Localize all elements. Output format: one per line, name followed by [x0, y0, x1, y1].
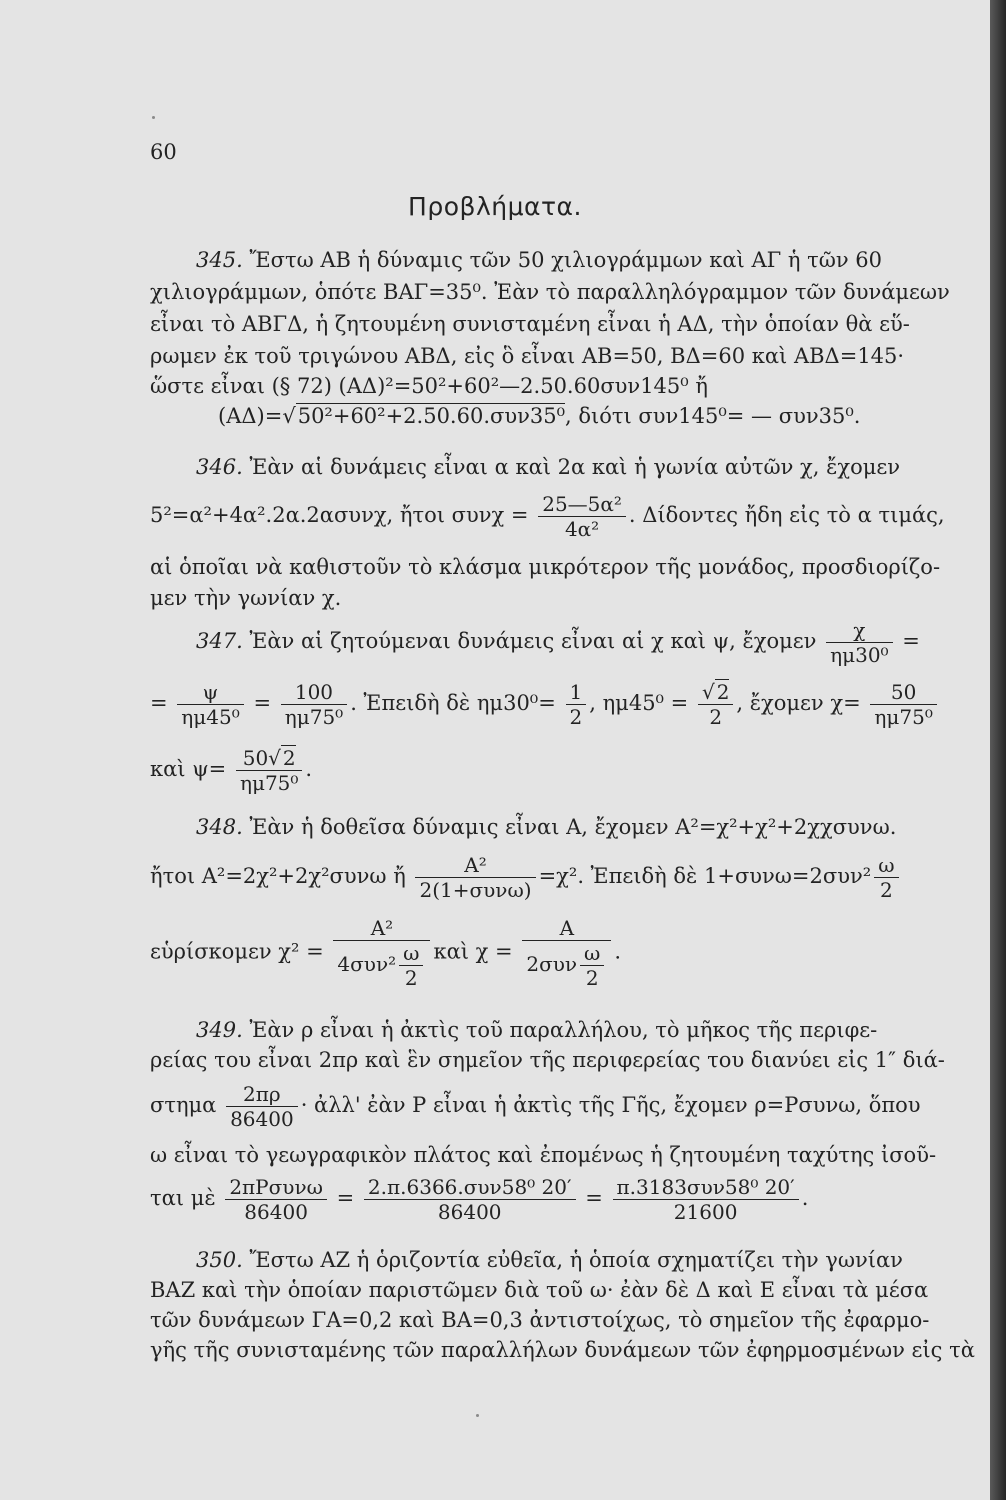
numerator: 25—5α²	[542, 492, 622, 516]
paper-speck	[152, 116, 155, 119]
text-line: ρείας του εἶναι 2πρ καὶ ἓν σημεῖον τῆς περιφερείας του διανύει εἰς 1″ διά-	[150, 1048, 945, 1072]
text-line: αἱ ὁποῖαι νὰ καθιστοῦν τὸ κλάσμα μικρότερον τῆς μονάδος, προσδιορίζο-	[150, 555, 941, 579]
paper-speck	[476, 1414, 479, 1417]
sqrt-expression: 2	[282, 746, 296, 770]
text-line: γῆς τῆς συνισταμένης τῶν παραλλήλων δυνάμεων τῶν ἐφηρμοσμένων εἰς τὰ	[150, 1338, 975, 1362]
problem-number: 345.	[196, 248, 243, 272]
equation-line	[150, 682, 940, 727]
numerator: 1	[569, 680, 583, 704]
text: .	[614, 939, 622, 964]
text: Ἐὰν ἡ δοθεῖσα δύναμις εἶναι Α, ἔχομεν Α²=χ²+χ²+2χχσυνω.	[242, 815, 897, 839]
fraction	[870, 682, 936, 727]
denominator: 21600	[613, 1199, 799, 1222]
numerator: 100	[294, 680, 334, 704]
numerator: χ	[853, 618, 866, 642]
text: · ἀλλ' ἐὰν Ρ εἶναι ἡ ἀκτὶς τῆς Γῆς, ἔχομεν ρ=Ρσυνω, ὅπου	[300, 1093, 921, 1117]
text: 50	[242, 746, 269, 770]
equation-line	[150, 855, 902, 900]
numerator: √ 2	[701, 680, 730, 704]
denominator	[333, 940, 430, 988]
fraction	[281, 682, 347, 727]
denominator: 2	[698, 704, 733, 727]
text-line: τῶν δυνάμεων ΓΑ=0,2 καὶ ΒΑ=0,3 ἀντιστοίχως, τὸ σημεῖον τῆς ἐφαρμο-	[150, 1308, 930, 1332]
denominator: 2	[874, 877, 898, 900]
text: 4συν²	[337, 952, 397, 976]
numerator: 50√ 2	[242, 746, 296, 770]
numerator: Α²	[464, 853, 487, 877]
denominator: ημ75⁰	[281, 704, 347, 727]
text: Ἐὰν αἱ ζητούμεναι δυνάμεις εἶναι αἱ χ καὶ ψ, ἔχομεν	[242, 629, 817, 653]
text: Ἐὰν αἱ δυνάμεις εἶναι α καὶ 2α καὶ ἡ γωνία αὐτῶν χ, ἔχομεν	[242, 455, 901, 479]
text-line: χιλιογράμμων, ὁπότε ΒΑΓ=35⁰. Ἐὰν τὸ παραλληλόγραμμον τῶν δυνάμεων	[150, 280, 950, 304]
denominator: 2	[580, 965, 604, 988]
numerator: 2.π.6366.συν58⁰ 20′	[367, 1175, 572, 1199]
text-line	[196, 1250, 903, 1271]
text: . Δίδοντες ἤδη εἰς τὸ α τιμάς,	[628, 503, 945, 527]
fraction	[874, 855, 898, 900]
equals-sign: =	[336, 1186, 355, 1210]
denominator: 4α²	[538, 516, 626, 539]
numerator: ω	[584, 941, 601, 965]
text: (ΑΔ)=	[218, 404, 283, 428]
problem-number: 349.	[196, 1018, 243, 1042]
numerator: 2πρ	[243, 1082, 281, 1106]
numerator: π.3183συν58⁰ 20′	[616, 1175, 795, 1199]
fraction	[333, 918, 430, 988]
problem-number: 350.	[196, 1248, 243, 1272]
fraction	[566, 682, 587, 727]
equals-sign: =	[902, 629, 920, 653]
text-line: μεν τὴν γωνίαν χ.	[150, 586, 342, 610]
numerator: ω	[403, 941, 420, 965]
equation-line	[150, 1084, 921, 1129]
text: Ἐὰν ρ εἶναι ἡ ἀκτὶς τοῦ παραλλήλου, τὸ μῆκος τῆς περιφε-	[242, 1018, 878, 1042]
text: . Ἐπειδὴ δὲ ημ30⁰=	[350, 691, 556, 715]
denominator: ημ30⁰	[826, 642, 892, 665]
denominator: 86400	[364, 1199, 576, 1222]
sqrt-expression: 50²+60²+2.50.60.συν35⁰	[297, 404, 566, 428]
denominator: ημ75⁰	[236, 770, 302, 793]
text: καὶ ψ=	[150, 757, 227, 781]
denominator: ημ45⁰	[177, 704, 243, 727]
problem-number: 348.	[196, 815, 243, 839]
text: .	[801, 1186, 809, 1210]
text-line	[196, 1020, 877, 1041]
denominator: 86400	[226, 1106, 298, 1129]
denominator	[522, 940, 611, 988]
equals-sign: =	[585, 1186, 603, 1210]
numerator: Α	[559, 916, 575, 940]
text: 2συν	[526, 952, 578, 976]
equation-line: (ΑΔ)=√50²+60²+2.50.60.συν35⁰, διότι συν145⁰= — συν35⁰.	[218, 404, 861, 428]
text-line	[196, 250, 882, 271]
text-line: ρωμεν ἐκ τοῦ τριγώνου ΑΒΔ, εἰς ὃ εἶναι ΑΒ=50, ΒΔ=60 καὶ ΑΒΔ=145·	[150, 344, 905, 368]
numerator: 2πΡσυνω	[229, 1175, 323, 1199]
fraction	[698, 682, 733, 727]
fraction	[415, 855, 535, 900]
denominator: 2(1+συνω)	[415, 877, 535, 900]
text-line: ω εἶναι τὸ γεωγραφικὸν πλάτος καὶ ἐπομένως ἡ ζητουμένη ταχύτης ἰσοῦ-	[150, 1143, 937, 1167]
numerator: ψ	[202, 680, 219, 704]
denominator: 86400	[225, 1199, 327, 1222]
text-line	[196, 817, 896, 838]
numerator: Α²	[370, 916, 394, 940]
fraction	[538, 494, 626, 539]
fraction	[580, 943, 604, 988]
text: Ἔστω ΑΒ ἡ δύναμις τῶν 50 χιλιογράμμων καὶ ΑΓ ἡ τῶν 60	[242, 248, 883, 272]
fraction	[364, 1177, 576, 1222]
sqrt-expression: 2	[716, 680, 730, 704]
fraction	[236, 748, 302, 793]
numerator: ω	[878, 853, 895, 877]
text: Ἔστω ΑΖ ἡ ὁριζοντία εὐθεῖα, ἡ ὁποία σχηματίζει τὴν γωνίαν	[242, 1248, 903, 1272]
fraction	[177, 682, 243, 727]
denominator: ημ75⁰	[870, 704, 936, 727]
problem-number: 346.	[196, 455, 243, 479]
equation-line	[150, 1177, 808, 1222]
equation-line	[150, 918, 621, 988]
text-line: ΒΑΖ καὶ τὴν ὁποίαν παριστῶμεν διὰ τοῦ ω· ἐὰν δὲ Δ καὶ Ε εἶναι τὰ μέσα	[150, 1278, 929, 1302]
text: .	[305, 757, 313, 781]
fraction	[226, 1084, 298, 1129]
text-line: εἶναι τὸ ΑΒΓΔ, ἡ ζητουμένη συνισταμένη εἶναι ἡ ΑΔ, τὴν ὁποίαν θὰ εὕ-	[150, 312, 910, 336]
fraction	[826, 620, 892, 665]
text: =χ². Ἐπειδὴ δὲ 1+συνω=2συν²	[538, 864, 872, 888]
text: ἤτοι Α²=2χ²+2χ²συνω ἤ	[150, 864, 406, 888]
page-title: Προβλήματα.	[408, 192, 582, 221]
text: καὶ χ =	[433, 939, 513, 964]
text: 5²=α²+4α².2α.2ασυνχ, ἤτοι συνχ =	[150, 503, 529, 527]
fraction	[225, 1177, 327, 1222]
fraction	[399, 943, 423, 988]
text: στημα	[150, 1093, 217, 1117]
text: εὑρίσκομεν χ² =	[150, 939, 324, 964]
fraction	[522, 918, 611, 988]
numerator: 50	[890, 680, 917, 704]
text-line	[196, 457, 900, 478]
equals-sign: =	[150, 691, 168, 715]
denominator: 2	[566, 704, 587, 727]
equation-line	[150, 748, 312, 793]
text-line: ὥστε εἶναι (§ 72) (ΑΔ)²=50²+60²—2.50.60συν145⁰ ἤ	[150, 374, 708, 398]
denominator: 2	[399, 965, 423, 988]
book-spine-shadow	[990, 0, 1006, 1500]
equation-line	[150, 494, 945, 539]
equals-sign: =	[253, 691, 272, 715]
equation-line	[196, 620, 920, 665]
text: ται μὲ	[150, 1186, 216, 1210]
fraction	[613, 1177, 799, 1222]
text: , ἔχομεν χ=	[736, 691, 861, 715]
problem-number: 347.	[196, 629, 243, 653]
page-number: 60	[150, 140, 177, 164]
text: , διότι συν145⁰= — συν35⁰.	[565, 404, 861, 428]
text: , ημ45⁰ =	[589, 691, 689, 715]
